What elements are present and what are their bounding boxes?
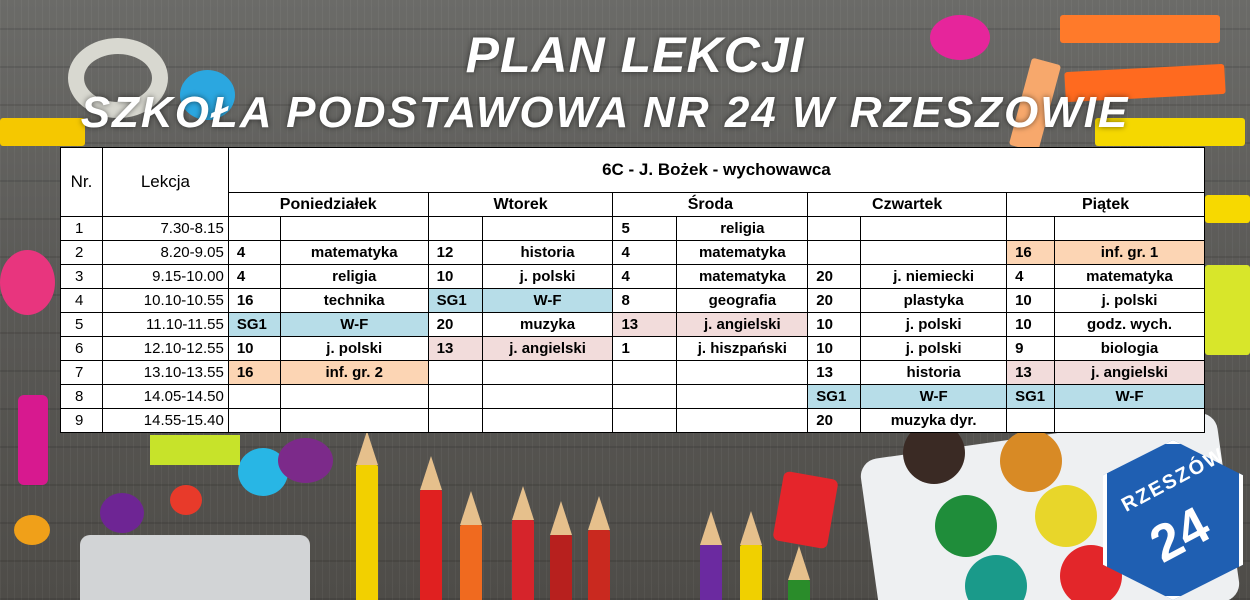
pencil-icon <box>460 525 482 600</box>
subject-cell: inf. gr. 2 <box>280 361 428 385</box>
purple-bead-icon <box>100 493 144 533</box>
badge-city-text: RZESZÓW <box>1118 443 1230 517</box>
subject-cell <box>482 217 613 241</box>
room-cell: 4 <box>613 265 677 289</box>
subject-cell <box>861 241 1007 265</box>
subject-cell <box>482 385 613 409</box>
paint-swatch-icon <box>935 495 997 557</box>
room-cell: SG1 <box>228 313 280 337</box>
day-header-monday: Poniedziałek <box>228 193 428 217</box>
subject-cell <box>280 385 428 409</box>
subject-cell: j. polski <box>1055 289 1205 313</box>
sharpener-icon <box>772 471 838 549</box>
orange-bead-icon <box>14 515 50 545</box>
room-cell: 4 <box>228 265 280 289</box>
paint-swatch-icon <box>1000 430 1062 492</box>
subject-cell: matematyka <box>677 241 808 265</box>
class-header-row <box>61 148 1205 193</box>
subject-cell: j. polski <box>280 337 428 361</box>
day-header-thursday: Czwartek <box>808 193 1007 217</box>
room-cell: 13 <box>808 361 861 385</box>
room-cell: 12 <box>428 241 482 265</box>
lesson-number: 4 <box>61 289 103 313</box>
subject-cell: j. angielski <box>677 313 808 337</box>
subject-cell <box>1055 217 1205 241</box>
subject-cell: j. hiszpański <box>677 337 808 361</box>
red-bead-icon <box>170 485 202 515</box>
subject-cell: W-F <box>482 289 613 313</box>
pencil-icon <box>356 465 378 600</box>
room-cell: SG1 <box>808 385 861 409</box>
room-cell <box>228 217 280 241</box>
lesson-time: 9.15-10.00 <box>102 265 228 289</box>
room-cell <box>428 217 482 241</box>
room-cell: 16 <box>228 361 280 385</box>
yellow-crayon <box>1205 195 1250 223</box>
pink-magnet-icon <box>18 395 48 485</box>
subject-cell <box>280 409 428 433</box>
room-cell: 4 <box>1007 265 1055 289</box>
subject-cell: j. polski <box>861 313 1007 337</box>
page-subtitle: SZKOŁA PODSTAWOWA NR 24 W RZESZOWIE <box>80 88 1130 137</box>
room-cell <box>808 217 861 241</box>
table-row <box>61 409 1205 433</box>
room-cell: 4 <box>613 241 677 265</box>
room-cell: 10 <box>228 337 280 361</box>
lesson-time: 11.10-11.55 <box>102 313 228 337</box>
room-cell: 1 <box>613 337 677 361</box>
column-header-lekcja: Lekcja <box>102 148 228 217</box>
room-cell: 4 <box>228 241 280 265</box>
lesson-number: 5 <box>61 313 103 337</box>
subject-cell: j. angielski <box>1055 361 1205 385</box>
room-cell: 10 <box>1007 313 1055 337</box>
subject-cell: W-F <box>1055 385 1205 409</box>
subject-cell: historia <box>861 361 1007 385</box>
lesson-number: 8 <box>61 385 103 409</box>
subject-cell: godz. wych. <box>1055 313 1205 337</box>
subject-cell <box>677 361 808 385</box>
calculator-icon <box>80 535 310 600</box>
table-row <box>61 265 1205 289</box>
day-header-wednesday: Środa <box>613 193 808 217</box>
room-cell <box>613 409 677 433</box>
subject-cell: W-F <box>280 313 428 337</box>
lesson-number: 1 <box>61 217 103 241</box>
room-cell: 16 <box>1007 241 1055 265</box>
room-cell: 8 <box>613 289 677 313</box>
page-title: PLAN LEKCJI <box>465 27 805 83</box>
room-cell: 10 <box>1007 289 1055 313</box>
subject-cell <box>677 409 808 433</box>
table-row <box>61 361 1205 385</box>
subject-cell: technika <box>280 289 428 313</box>
room-cell: 20 <box>808 289 861 313</box>
subject-cell: muzyka dyr. <box>861 409 1007 433</box>
room-cell: SG1 <box>428 289 482 313</box>
room-cell <box>1007 409 1055 433</box>
pink-brush-icon <box>0 250 55 315</box>
sticky-note-icon <box>150 435 240 465</box>
subject-cell: plastyka <box>861 289 1007 313</box>
pencil-icon <box>788 580 810 600</box>
table-row <box>61 385 1205 409</box>
lesson-time: 7.30-8.15 <box>102 217 228 241</box>
table-row <box>61 217 1205 241</box>
subject-cell <box>861 217 1007 241</box>
subject-cell: matematyka <box>280 241 428 265</box>
room-cell: 10 <box>808 337 861 361</box>
lesson-time: 14.55-15.40 <box>102 409 228 433</box>
pencil-icon <box>420 490 442 600</box>
table-row <box>61 289 1205 313</box>
room-cell: 9 <box>1007 337 1055 361</box>
lesson-time: 10.10-10.55 <box>102 289 228 313</box>
room-cell: 10 <box>808 313 861 337</box>
room-cell: 13 <box>428 337 482 361</box>
lesson-number: 6 <box>61 337 103 361</box>
subject-cell: historia <box>482 241 613 265</box>
room-cell: 5 <box>613 217 677 241</box>
subject-cell: j. angielski <box>482 337 613 361</box>
column-header-nr: Nr. <box>61 148 103 217</box>
pencil-icon <box>550 535 572 600</box>
subject-cell: religia <box>280 265 428 289</box>
room-cell <box>228 385 280 409</box>
lesson-number: 3 <box>61 265 103 289</box>
lesson-time: 13.10-13.55 <box>102 361 228 385</box>
room-cell <box>428 385 482 409</box>
subject-cell <box>1055 409 1205 433</box>
room-cell: SG1 <box>1007 385 1055 409</box>
day-header-tuesday: Wtorek <box>428 193 613 217</box>
subject-cell <box>482 361 613 385</box>
room-cell: 16 <box>228 289 280 313</box>
table-row <box>61 337 1205 361</box>
lesson-number: 7 <box>61 361 103 385</box>
subject-cell <box>677 385 808 409</box>
subject-cell: religia <box>677 217 808 241</box>
subject-cell: j. polski <box>861 337 1007 361</box>
subject-cell: muzyka <box>482 313 613 337</box>
pencil-icon <box>700 545 722 600</box>
purple-bead-icon <box>278 438 333 483</box>
room-cell <box>1007 217 1055 241</box>
class-label: 6C - J. Bożek - wychowawca <box>228 148 1204 193</box>
subject-cell: W-F <box>861 385 1007 409</box>
paint-swatch-icon <box>1035 485 1097 547</box>
room-cell: 20 <box>808 265 861 289</box>
room-cell <box>428 361 482 385</box>
lesson-number: 9 <box>61 409 103 433</box>
room-cell: 13 <box>1007 361 1055 385</box>
pencil-icon <box>588 530 610 600</box>
lesson-time: 8.20-9.05 <box>102 241 228 265</box>
room-cell <box>613 361 677 385</box>
subject-cell <box>482 409 613 433</box>
subject-cell: matematyka <box>677 265 808 289</box>
subject-cell: matematyka <box>1055 265 1205 289</box>
day-header-friday: Piątek <box>1007 193 1205 217</box>
table-row <box>61 241 1205 265</box>
subject-cell: geografia <box>677 289 808 313</box>
timetable <box>60 147 1205 433</box>
room-cell <box>613 385 677 409</box>
room-cell <box>228 409 280 433</box>
badge-number-text: 24 <box>1140 495 1220 575</box>
day-header-row <box>61 193 1205 217</box>
subject-cell: biologia <box>1055 337 1205 361</box>
room-cell: 10 <box>428 265 482 289</box>
lesson-time: 14.05-14.50 <box>102 385 228 409</box>
room-cell <box>428 409 482 433</box>
subject-cell: j. niemiecki <box>861 265 1007 289</box>
subject-cell <box>280 217 428 241</box>
subject-cell: j. polski <box>482 265 613 289</box>
pencil-icon <box>740 545 762 600</box>
subject-cell: inf. gr. 1 <box>1055 241 1205 265</box>
room-cell: 20 <box>428 313 482 337</box>
pencil-icon <box>512 520 534 600</box>
yellow-crayon <box>1205 265 1250 355</box>
lesson-number: 2 <box>61 241 103 265</box>
room-cell <box>808 241 861 265</box>
lesson-time: 12.10-12.55 <box>102 337 228 361</box>
room-cell: 20 <box>808 409 861 433</box>
room-cell: 13 <box>613 313 677 337</box>
table-row <box>61 313 1205 337</box>
